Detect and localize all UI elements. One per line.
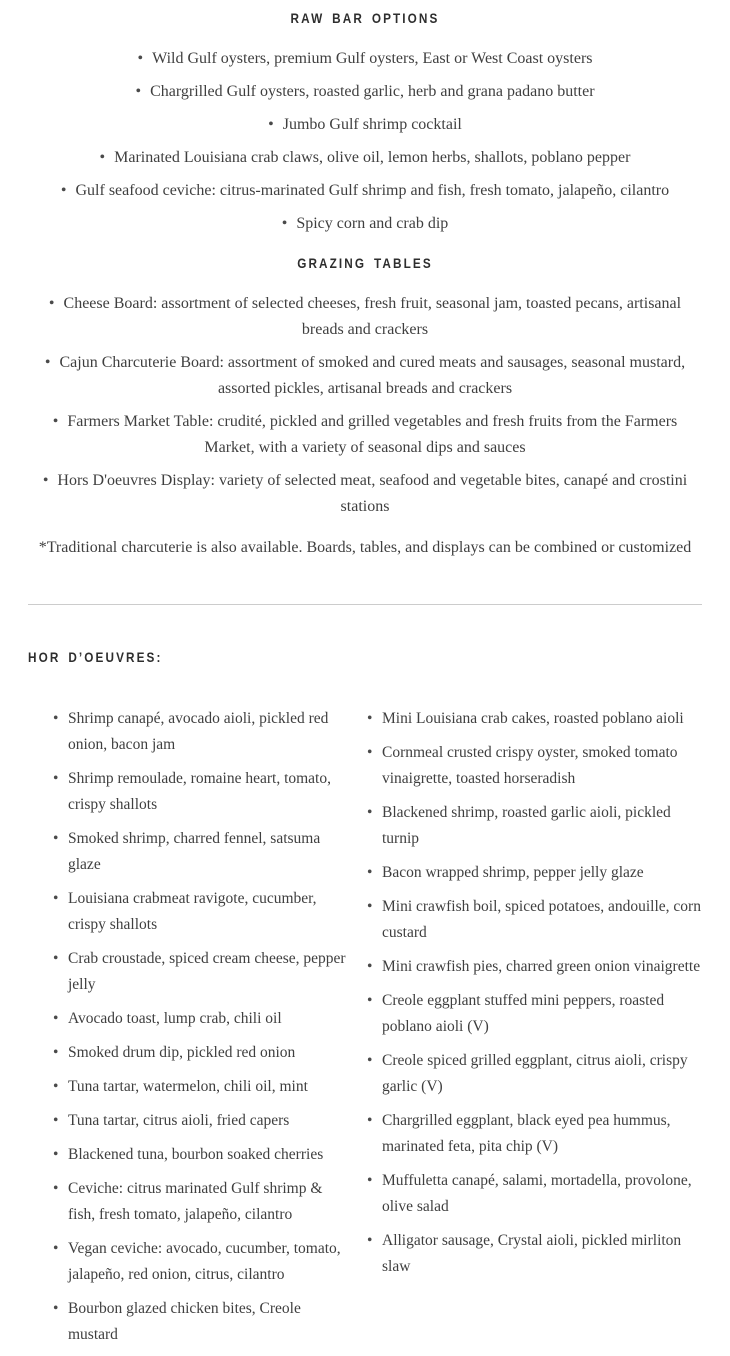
raw-bar-section — [28, 10, 702, 237]
hors-doeuvres-section — [28, 649, 702, 1356]
menu-item: • Muffuletta canapé, salami, mortadella, provolone, olive salad — [366, 1168, 702, 1220]
menu-item: • Creole spiced grilled eggplant, citrus aioli, crispy garlic (V) — [366, 1048, 702, 1100]
menu-item: • Tuna tartar, watermelon, chili oil, mint — [52, 1074, 352, 1100]
menu-item: • Blackened shrimp, roasted garlic aioli, pickled turnip — [366, 800, 702, 852]
menu-item: • Marinated Louisiana crab claws, olive oil, lemon herbs, shallots, poblano pepper — [28, 145, 702, 171]
menu-item: • Cornmeal crusted crispy oyster, smoked tomato vinaigrette, toasted horseradish — [366, 740, 702, 792]
menu-item: • Bacon wrapped shrimp, pepper jelly glaze — [366, 860, 702, 886]
grazing-tables-section — [28, 255, 702, 561]
menu-item: • Chargrilled eggplant, black eyed pea hummus, marinated feta, pita chip (V) — [366, 1108, 702, 1160]
menu-item: • Tuna tartar, citrus aioli, fried capers — [52, 1108, 352, 1134]
menu-item: • Spicy corn and crab dip — [28, 211, 702, 237]
menu-item: • Mini Louisiana crab cakes, roasted poblano aioli — [366, 706, 702, 732]
raw-bar-list — [28, 46, 702, 237]
menu-item: • Cheese Board: assortment of selected cheeses, fresh fruit, seasonal jam, toasted pecans, artisanal breads and crackers — [28, 291, 702, 343]
menu-item: • Blackened tuna, bourbon soaked cherries — [52, 1142, 352, 1168]
grazing-tables-title: GRAZING TABLES — [297, 255, 433, 271]
menu-item: • Mini crawfish pies, charred green onion vinaigrette — [366, 954, 702, 980]
menu-item: • Bourbon glazed chicken bites, Creole mustard — [52, 1296, 352, 1348]
hors-doeuvres-left-list — [28, 706, 352, 1348]
menu-item: • Hors D'oeuvres Display: variety of selected meat, seafood and vegetable bites, canapé and crostini stations — [28, 468, 702, 520]
menu-item: • Smoked drum dip, pickled red onion — [52, 1040, 352, 1066]
section-divider — [28, 604, 702, 605]
menu-item: • Chargrilled Gulf oysters, roasted garlic, herb and grana padano butter — [28, 79, 702, 105]
menu-item: • Vegan ceviche: avocado, cucumber, tomato, jalapeño, red onion, citrus, cilantro — [52, 1236, 352, 1288]
menu-item: • Louisiana crabmeat ravigote, cucumber, crispy shallots — [52, 886, 352, 938]
menu-item: • Shrimp canapé, avocado aioli, pickled red onion, bacon jam — [52, 706, 352, 758]
grazing-tables-list — [28, 291, 702, 520]
menu-item: • Alligator sausage, Crystal aioli, pickled mirliton slaw — [366, 1228, 702, 1280]
menu-item: • Avocado toast, lump crab, chili oil — [52, 1006, 352, 1032]
menu-item: • Shrimp remoulade, romaine heart, tomato, crispy shallots — [52, 766, 352, 818]
hors-doeuvres-right-list — [352, 706, 702, 1280]
menu-item: • Creole eggplant stuffed mini peppers, roasted poblano aioli (V) — [366, 988, 702, 1040]
menu-item: • Ceviche: citrus marinated Gulf shrimp & fish, fresh tomato, jalapeño, cilantro — [52, 1176, 352, 1228]
hors-doeuvres-left-column — [28, 706, 352, 1356]
menu-item: • Farmers Market Table: crudité, pickled and grilled vegetables and fresh fruits from the Farmers Market, with a variety of seasonal dips and sauces — [28, 409, 702, 461]
menu-item: • Crab croustade, spiced cream cheese, pepper jelly — [52, 946, 352, 998]
hors-doeuvres-columns — [28, 706, 702, 1356]
menu-item: • Wild Gulf oysters, premium Gulf oysters, East or West Coast oysters — [28, 46, 702, 72]
menu-item: • Jumbo Gulf shrimp cocktail — [28, 112, 702, 138]
hors-doeuvres-right-column — [352, 706, 702, 1356]
raw-bar-title: RAW BAR OPTIONS — [290, 10, 440, 26]
menu-item: • Mini crawfish boil, spiced potatoes, andouille, corn custard — [366, 894, 702, 946]
menu-item: • Smoked shrimp, charred fennel, satsuma glaze — [52, 826, 352, 878]
hors-doeuvres-title: HOR D’OEUVRES: — [28, 649, 163, 665]
charcuterie-note: *Traditional charcuterie is also available. Boards, tables, and displays can be combined or customized — [38, 539, 692, 556]
menu-item: • Cajun Charcuterie Board: assortment of smoked and cured meats and sausages, seasonal mustard, assorted pickles, artisanal breads and crackers — [28, 350, 702, 402]
menu-item: • Gulf seafood ceviche: citrus-marinated Gulf shrimp and fish, fresh tomato, jalapeño, cilantro — [28, 178, 702, 204]
